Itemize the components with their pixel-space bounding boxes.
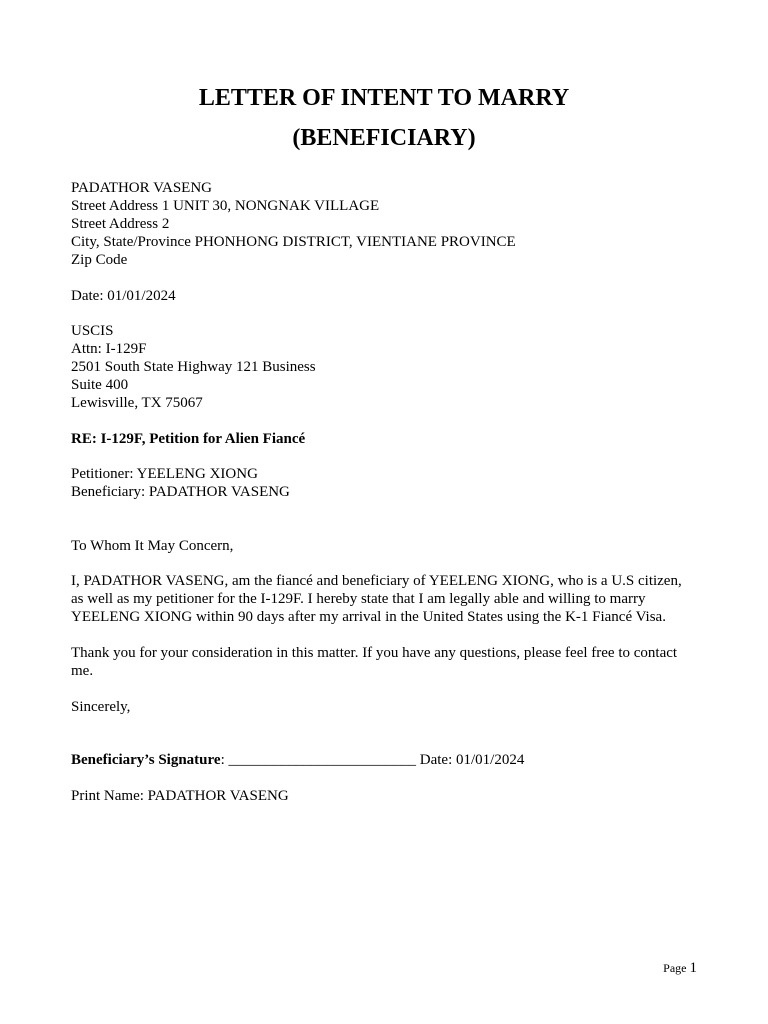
page-label: Page xyxy=(663,961,687,975)
sender-address-line-2: Street Address 2 xyxy=(71,216,170,232)
sender-address-block xyxy=(71,179,701,269)
letter-date: Date: 01/01/2024 xyxy=(71,288,176,304)
salutation: To Whom It May Concern, xyxy=(71,538,234,554)
print-name-line: Print Name: PADATHOR VASENG xyxy=(71,788,289,804)
beneficiary-line: Beneficiary: PADATHOR VASENG xyxy=(71,484,290,500)
signature-label: Beneficiary’s Signature xyxy=(71,752,221,768)
body-paragraph-2: Thank you for your consideration in this matter. If you have any questions, please feel free to contact me. xyxy=(71,645,678,679)
signature-date: Date: 01/01/2024 xyxy=(419,752,525,768)
closing: Sincerely, xyxy=(71,699,131,715)
recipient-address-block xyxy=(71,322,701,412)
recipient-attn: Attn: I-129F xyxy=(71,341,147,357)
sender-name: PADATHOR VASENG xyxy=(71,180,213,196)
signature-colon: : xyxy=(220,752,225,768)
subject-line: RE: I-129F, Petition for Alien Fiancé xyxy=(71,431,306,447)
recipient-city: Lewisville, TX 75067 xyxy=(71,395,203,411)
sender-zip-line: Zip Code xyxy=(71,252,128,268)
page-number-value: 1 xyxy=(689,960,697,976)
document-subtitle: (BENEFICIARY) xyxy=(292,125,476,151)
body-paragraph-1: I, PADATHOR VASENG, am the fiancé and beneficiary of YEELENG XIONG, who is a U.S citizen, as well as my petitioner for the I-129F. I hereby state that I am legally able and willing to marry YEELENG XIONG within 90 days after my arrival in the United States using the K-1 Fiancé Visa. xyxy=(71,573,682,625)
parties-block xyxy=(71,465,701,501)
sender-address-line-1: Street Address 1 UNIT 30, NONGNAK VILLAGE xyxy=(71,198,380,214)
page-number xyxy=(663,959,697,977)
petitioner-line: Petitioner: YEELENG XIONG xyxy=(71,466,258,482)
sender-city-line: City, State/Province PHONHONG DISTRICT, VIENTIANE PROVINCE xyxy=(71,234,516,250)
recipient-street: 2501 South State Highway 121 Business xyxy=(71,359,316,375)
recipient-org: USCIS xyxy=(71,323,114,339)
signature-line xyxy=(71,751,701,769)
signature-blank: _________________________ xyxy=(224,752,420,768)
document-title: LETTER OF INTENT TO MARRY xyxy=(198,85,570,111)
recipient-suite: Suite 400 xyxy=(71,377,129,393)
